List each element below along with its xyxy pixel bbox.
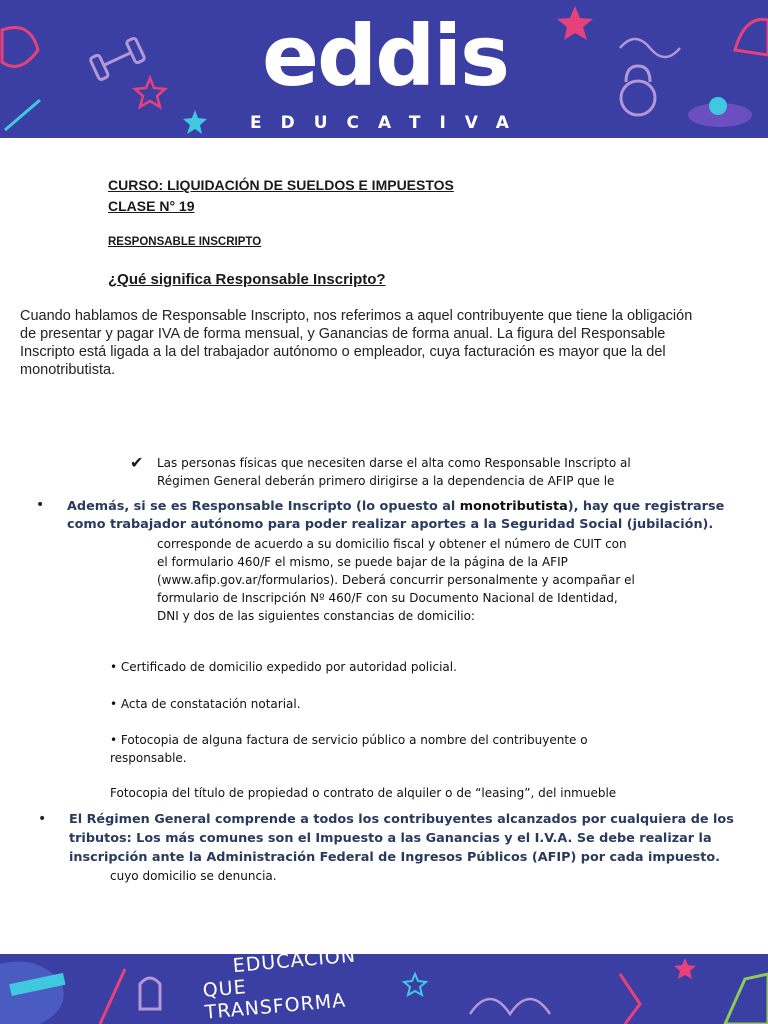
leaf-icon: [725, 974, 768, 1024]
bold-paragraph-line: inscripción ante la Administración Federal de Ingresos Públicos (AFIP) por cada impuesto.: [69, 850, 721, 865]
star-icon: [135, 78, 165, 107]
bold-paragraph-line: El Régimen General comprende a todos los contribuyentes alcanzados por cualquiera de los: [69, 812, 734, 827]
checkmark-icon: ✔: [130, 453, 144, 472]
list-item: • Certificado de domicilio expedido por autoridad policial.: [110, 660, 457, 674]
bold-paragraph-line: como trabajador autónomo para poder realizar aportes a la Seguridad Social (jubilación).: [67, 517, 714, 532]
body-line: formulario de Inscripción Nº 460/F con su Documento Nacional de Identidad,: [157, 591, 618, 605]
body-line: cuyo domicilio se denuncia.: [110, 869, 277, 883]
list-item: • Fotocopia de alguna factura de servicio público a nombre del contribuyente o: [110, 733, 588, 747]
body-line: (www.afip.gov.ar/formularios). Deberá concurrir personalmente y acompañar el: [157, 573, 635, 587]
leaf-icon: [2, 28, 38, 67]
check-line: Las personas físicas que necesiten darse el alta como Responsable Inscripto al: [157, 456, 631, 470]
pencil-icon: [5, 100, 40, 130]
header-banner: [0, 0, 768, 138]
dumbbell-icon: [90, 37, 145, 80]
lock-icon: [140, 978, 160, 1009]
slogan-line: EDUCACIÓN: [231, 944, 357, 978]
brand-subtitle: EDUCATIVA: [250, 113, 528, 133]
body-line: corresponde de acuerdo a su domicilio fiscal y obtener el número de CUIT con: [157, 537, 627, 551]
section-title: RESPONSABLE INSCRIPTO: [108, 236, 262, 248]
bold-paragraph-line: tributos: Los más comunes son el Impuesto a las Ganancias y el I.V.A. Se debe realizar la: [69, 831, 712, 846]
star-icon: [674, 958, 696, 979]
question-heading: ¿Qué significa Responsable Inscripto?: [108, 271, 386, 288]
list-item: responsable.: [110, 751, 187, 765]
course-title: CURSO: LIQUIDACIÓN DE SUELDOS E IMPUESTOS: [108, 177, 454, 193]
intro-line: de presentar y pagar IVA de forma mensual, y Ganancias de forma anual. La figura del Responsable: [20, 326, 666, 342]
star-icon: [557, 6, 593, 40]
list-item: Fotocopia del título de propiedad o contrato de alquiler o de “leasing”, del inmueble: [110, 786, 617, 800]
star-icon: [404, 974, 426, 995]
body-line: DNI y dos de las siguientes constancias de domicilio:: [157, 609, 475, 623]
bullet-icon: •: [38, 811, 47, 827]
dna-icon: [470, 999, 550, 1014]
helmet-icon: [735, 19, 768, 55]
brand-e-icon: [0, 962, 65, 1024]
plug-icon: [620, 974, 640, 1024]
intro-line: Inscripto está ligada a la del trabajador autónomo o empleador, cuya facturación es mayor que la del: [20, 344, 666, 360]
brand-logo: eddis: [261, 7, 509, 105]
class-number: CLASE N° 19: [108, 198, 195, 214]
intro-line: monotributista.: [20, 362, 116, 378]
bullet-icon: •: [36, 497, 45, 513]
list-item: • Acta de constatación notarial.: [110, 697, 301, 711]
kettlebell-icon: [621, 66, 655, 115]
body-line: el formulario 460/F el mismo, se puede bajar de la página de la AFIP: [157, 555, 568, 569]
bold-paragraph-line: Además, si se es Responsable Inscripto (lo opuesto al monotributista), hay que registrarse: [67, 499, 725, 514]
slogan-line: QUE TRANSFORMA: [201, 976, 348, 1024]
check-line: Régimen General deberán primero dirigirse a la dependencia de AFIP que le: [157, 474, 615, 488]
pencil-icon: [100, 969, 125, 1024]
dna-icon: [620, 39, 680, 57]
intro-paragraph: [20, 307, 740, 379]
planet-icon: [688, 97, 752, 127]
star-icon: [183, 110, 207, 134]
intro-line: Cuando hablamos de Responsable Inscripto, nos referimos a aquel contribuyente que tiene la obligación: [20, 308, 693, 324]
